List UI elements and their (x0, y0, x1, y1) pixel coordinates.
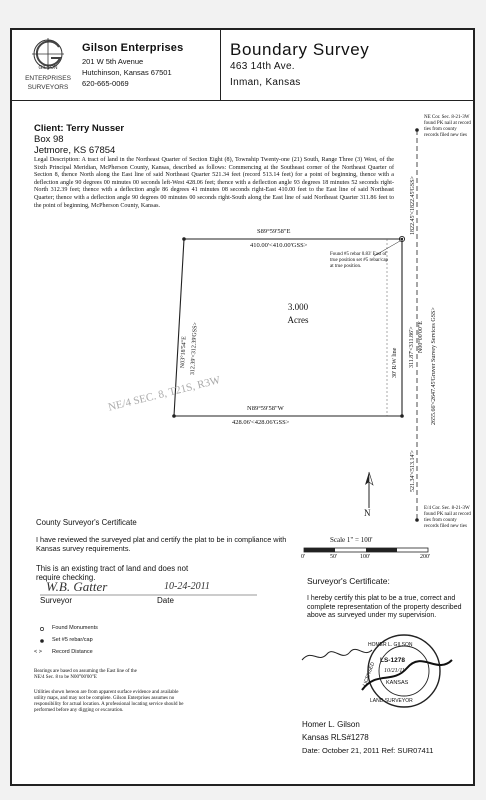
scale-tick-200: 200' (420, 554, 431, 560)
seal-left-text: LICENSED (362, 661, 377, 688)
survey-city: Inman, Kansas (230, 77, 301, 88)
surveyor-field-label: Surveyor (40, 596, 73, 605)
survey-sheet (10, 28, 475, 786)
south-distance: 428.06'<428.06'GSS> (232, 419, 290, 426)
seal-top-text: HOMER L. GILSON (368, 642, 413, 648)
scale-tick-0: 0' (301, 554, 306, 560)
seal-bottom-text: LAND SURVEYOR (370, 698, 413, 704)
bearings-note: Bearings are based on assuming the East line of the NE/4 Sec. 8 to be N00°00'00"E (34, 669, 137, 680)
company-city: Hutchinson, Kansas 67501 (82, 68, 172, 77)
corner-marker-sw (172, 414, 176, 418)
company-name: Gilson Enterprises (82, 42, 184, 54)
scale-tick-50: 50' (330, 554, 338, 560)
survey-date-ref: Date: October 21, 2011 Ref: SUR07411 (302, 746, 434, 755)
client-name: Client: Terry Nusser (34, 123, 125, 134)
utilities-note: Utilities shown hereon are from apparent surface evidence and available utility maps, and may not be complete. Gilson Enterprises assumes no responsibility for actual location. A professional locating service should be performed before any digging or excavation. (34, 690, 184, 713)
surveyor-cert-text: I hereby certify this plat to be a true, correct and complete representation of the property described above as surveyed under my supervision. (307, 595, 462, 619)
client-box: Box 98 (34, 134, 64, 145)
ne-corner-note: NE Cor. Sec. 8-21-3W found PK nail at record ties from county records filed new ties (424, 115, 471, 138)
bottom-segment-distance: 521.34'<513.14'> (410, 450, 416, 492)
seal-state: KANSAS (386, 680, 409, 686)
scale-label: Scale 1" = 100' (330, 536, 373, 544)
corner-marker-se (400, 414, 404, 418)
scale-bar (304, 548, 428, 552)
surveyor-cert-title: Surveyor's Certificate: (307, 576, 390, 586)
east-bearing: N00°00'00"E (418, 321, 424, 353)
legend-set-rebar: Set #5 rebar/cap (52, 637, 93, 643)
legal-description: Legal Description: A tract of land in the Northeast Quarter of Section Eight (8), Township Twenty-one (21) South, Range Three (3) West, of the Sixth Principal Meridian, McPherson County, Kansas, described as follows: Commencing at the Southeast corner of the Northeast Quarter of Section 8, thence North along the East line of said Northeast Quarter 521.34 feet (record 513.14 feet) for a point of beginning, thence with a deflection angle 90 degrees 00 minutes 00 seconds left-West 428.06 feet; thence with a deflection angle 93 degrees 18 minutes 52 seconds right-North 312.39 feet; thence with a deflection angle 86 degrees 41 minutes 08 seconds right-East 410.00 feet to the East line of said Northeast Quarter; thence with a deflection angle 90 degrees 00 minutes 00 seconds right-South along the East line of said Northeast Quarter 311.86 feet to the point of beginning, McPherson County, Kansas. (34, 157, 394, 209)
existing-tract-note: This is an existing tract of land and does not require checking. (36, 564, 189, 582)
north-bearing: S89°59'58"E (257, 228, 291, 235)
north-arrow-label: N (364, 508, 371, 518)
company-address: 201 W 5th Avenue (82, 57, 144, 66)
logo-letters: GILSON (38, 65, 58, 71)
client-city: Jetmore, KS 67854 (34, 145, 116, 156)
north-distance: 410.00'<410.00'GSS> (250, 242, 308, 249)
surveyor-name: Homer L. Gilson (302, 720, 360, 729)
corner-marker-nw (182, 237, 186, 241)
ne-section-corner-marker (415, 128, 419, 132)
west-distance: 312.39'<312.39'GSS> (190, 322, 199, 376)
logo-text-surveyors: SURVEYORS (27, 84, 69, 91)
rebar-note: Found #5 rebar 0.83' East of true position set #5 rebar/cap at true position. (330, 252, 389, 269)
survey-address: 463 14th Ave. (230, 61, 295, 72)
logo-text-enterprises: ENTERPRISES (25, 75, 71, 82)
date-field-label: Date (157, 596, 174, 605)
east-distance: 311.87'<311.86'> (409, 326, 415, 368)
section-total-distance: 2655.66'<2647.45'Gruver Survey Services GSS> (431, 307, 437, 425)
area-unit: Acres (287, 315, 309, 325)
seal-date: 10/21/11 (384, 668, 405, 674)
e4-section-corner-marker (415, 518, 419, 522)
county-signature: W.B. Gatter (46, 579, 108, 594)
county-cert-title: County Surveyor's Certificate (36, 518, 137, 527)
north-arrow (365, 472, 373, 508)
survey-title: Boundary Survey (230, 40, 370, 59)
surveyor-signature (302, 649, 372, 660)
area-value: 3.000 (287, 302, 309, 312)
company-phone: 620-665-0069 (82, 79, 129, 88)
e4-corner-note: E/4 Cor. Sec. 8-21-3W found PK nail at record ties from county records filed new ties (424, 506, 471, 529)
legend-found-monuments: Found Monuments (52, 625, 98, 631)
scale-tick-100: 100' (360, 554, 371, 560)
set-rebar-symbol (40, 639, 44, 643)
county-cert-text: I have reviewed the surveyed plat and certify the plat to be in compliance with Kansas survey requirements. (36, 535, 287, 553)
found-monument-symbol (40, 627, 43, 630)
legend-record-distance: Record Distance (52, 649, 93, 655)
west-bearing: N03°18'54"E (180, 336, 188, 369)
section-watermark-label: NE/4 SEC. 8, T21S, R3W (107, 374, 222, 414)
county-signed-date: 10-24-2011 (164, 581, 210, 592)
seal-license: LS-1278 (380, 657, 405, 664)
top-segment-distance: 1822.45'<1822.45'GSS> (410, 176, 416, 235)
right-of-way-label: 30' R/W line (392, 347, 398, 378)
south-bearing: N89°59'58"W (247, 405, 284, 412)
surveyor-license: Kansas RLS#1278 (302, 733, 369, 742)
legend-record-symbol: < > (34, 649, 42, 655)
